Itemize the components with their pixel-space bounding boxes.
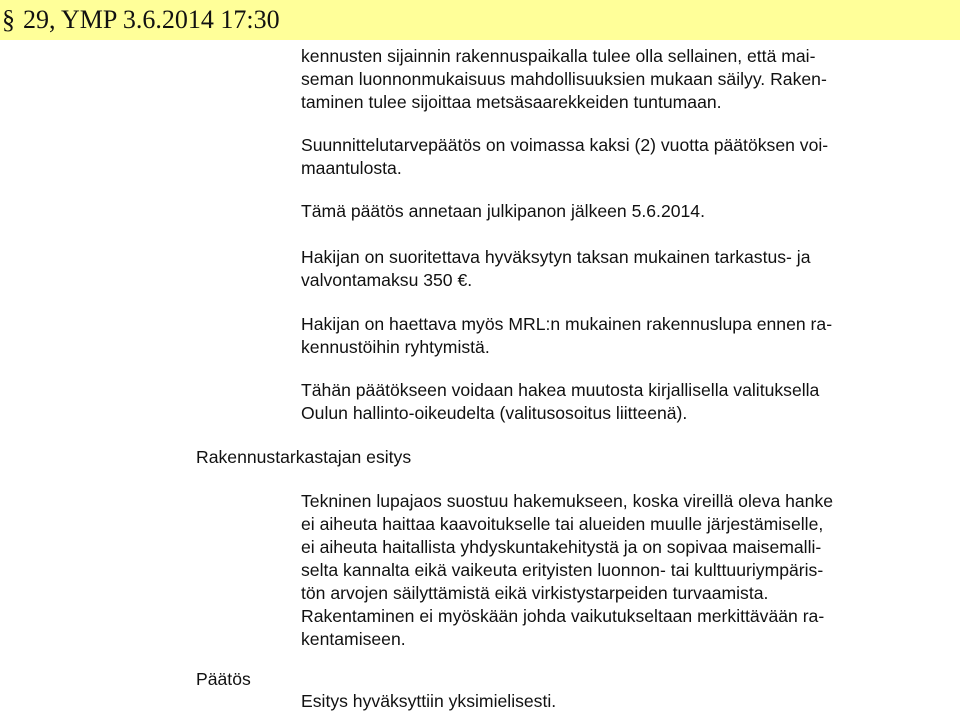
paragraph-building-permit (301, 313, 901, 359)
proposal-line: Tekninen lupajaos suostuu hakemukseen, koska vireillä oleva hanke (301, 491, 834, 511)
paragraph-line: taminen tulee sijoittaa metsäsaarekkeiden tuntumaan. (301, 92, 722, 112)
proposal-line: Rakentaminen ei myöskään johda vaikutukseltaan merkittävään ra- (301, 606, 825, 626)
paragraph-line: Tämä päätös annetaan julkipanon jälkeen 5.6.2014. (301, 201, 705, 221)
paragraph-line: Hakijan on haettava myös MRL:n mukainen rakennuslupa ennen ra- (301, 314, 833, 334)
header-title: 29, YMP 3.6.2014 17:30 (23, 5, 280, 34)
paragraph-fee (301, 246, 901, 292)
paragraph-line: valvontamaksu 350 €. (301, 270, 473, 290)
paragraph-line: kennustöihin ryhtymistä. (301, 337, 490, 357)
proposal-line: ei aiheuta haitallista yhdyskuntakehitystä ja on sopivaa maisemalli- (301, 537, 822, 557)
document-header (0, 0, 960, 40)
paragraph-placement (301, 45, 901, 114)
decision-label: Päätös (196, 669, 251, 689)
proposal-line: kentamiseen. (301, 629, 406, 649)
paragraph-publication (301, 200, 901, 223)
paragraph-line: Tähän päätökseen voidaan hakea muutosta kirjallisella valituksella (301, 380, 820, 400)
paragraph-validity (301, 134, 901, 180)
paragraph-line: seman luonnonmukaisuus mahdollisuuksien mukaan säilyy. Raken- (301, 69, 827, 89)
proposal-label: Rakennustarkastajan esitys (196, 447, 412, 467)
paragraph-line: Hakijan on suoritettava hyväksytyn taksan mukainen tarkastus- ja (301, 247, 811, 267)
proposal-line: selta kannalta eikä vaikeuta erityisten luonnon- tai kulttuuriympäris- (301, 560, 824, 580)
paragraph-line: Oulun hallinto-oikeudelta (valitusosoitus liitteenä). (301, 403, 688, 423)
proposal-line: tön arvojen säilyttämistä eikä virkistystarpeiden turvaamista. (301, 583, 769, 603)
proposal-line: ei aiheuta haittaa kaavoitukselle tai alueiden muulle järjestämiselle, (301, 514, 824, 534)
paragraph-line: maantulosta. (301, 158, 402, 178)
section-mark: § (2, 5, 15, 34)
decision-line: Esitys hyväksyttiin yksimielisesti. (301, 691, 557, 711)
paragraph-appeal (301, 379, 901, 425)
paragraph-line: Suunnittelutarvepäätös on voimassa kaksi (2) vuotta päätöksen voi- (301, 135, 829, 155)
decision-text (301, 690, 901, 713)
proposal-text (301, 490, 901, 651)
paragraph-line: kennusten sijainnin rakennuspaikalla tulee olla sellainen, että mai- (301, 46, 816, 66)
